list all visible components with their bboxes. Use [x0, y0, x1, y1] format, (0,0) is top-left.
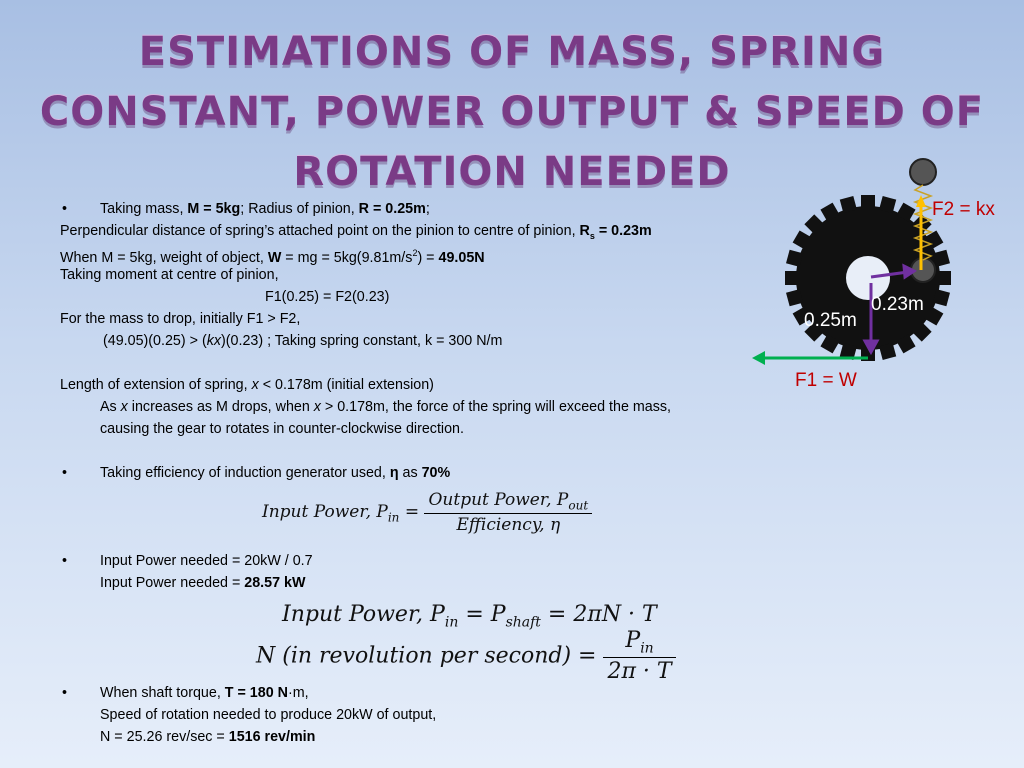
rotation-direction-line: causing the gear to rotates in counter-clockwise direction. [100, 421, 464, 437]
radius-large-label: 0.25m [804, 310, 857, 331]
speed-result-line: N = 25.26 rev/sec = 1516 rev/min [100, 729, 316, 745]
moment-line: Taking moment at centre of pinion, [60, 267, 279, 283]
weight-line: When M = 5kg, weight of object, W = mg = $5kg(9.81m/s^2) = 49.05N$ [60, 248, 485, 266]
input-power-result-line: Input Power needed = 28.57 kW [100, 575, 306, 591]
title-line-1: ESTIMATIONS OF MASS, SPRING [138, 29, 886, 75]
perpendicular-distance-line: Perpendicular distance of spring’s attached point on the pinion to centre of pinion, $R_s = 0.23m$ [60, 223, 652, 241]
title-line-2: CONSTANT, POWER OUTPUT & SPEED OF [39, 89, 985, 135]
speed-needed-line: Speed of rotation needed to produce 20kW of output, [100, 707, 437, 723]
mass-radius-line: • Taking mass, M = 5kg; Radius of pinion, R = 0.25m; [60, 198, 790, 220]
efficiency-formula: Input Power, $P_{in}$ = $\frac{Output Power, P_{out}}{\text{Efficiency, η}}$ [262, 490, 592, 535]
moment-equation: F1(0.25) = F2(0.23) [265, 289, 390, 305]
speed-formula: N (in revolution per second) = $\frac{P_{in}}{2\pi \cdot T}$ [256, 628, 676, 684]
extension-detail-line: As x increases as M drops, when x > 0.178m, the force of the spring will exceed the mass, [100, 399, 671, 415]
f2-label: F2 = kx [932, 199, 995, 220]
drop-condition-line: For the mass to drop, initially F1 > F2, [60, 311, 301, 327]
efficiency-line: • Taking efficiency of induction generator used, η as 70% [60, 462, 790, 484]
spring-constant-line: (49.05)(0.25) > (kx)(0.23) ; Taking spring constant, k = 300 N/m [103, 333, 503, 349]
extension-line: Length of extension of spring, x < 0.178m (initial extension) [60, 377, 434, 393]
radius-small-label: 0.23m [871, 294, 924, 315]
torque-line: • When shaft torque, T = 180 N·m, [60, 682, 790, 704]
f1-label: F1 = W [795, 370, 857, 391]
shaft-power-formula: Input Power, $P_{in} = P_{shaft} = 2\pi N \cdot T$ [282, 602, 657, 631]
input-power-calc-line: • Input Power needed = 20kW / 0.7 [60, 550, 790, 572]
title-line-3: ROTATION NEEDED [293, 149, 731, 195]
gear-diagram [740, 150, 1024, 410]
